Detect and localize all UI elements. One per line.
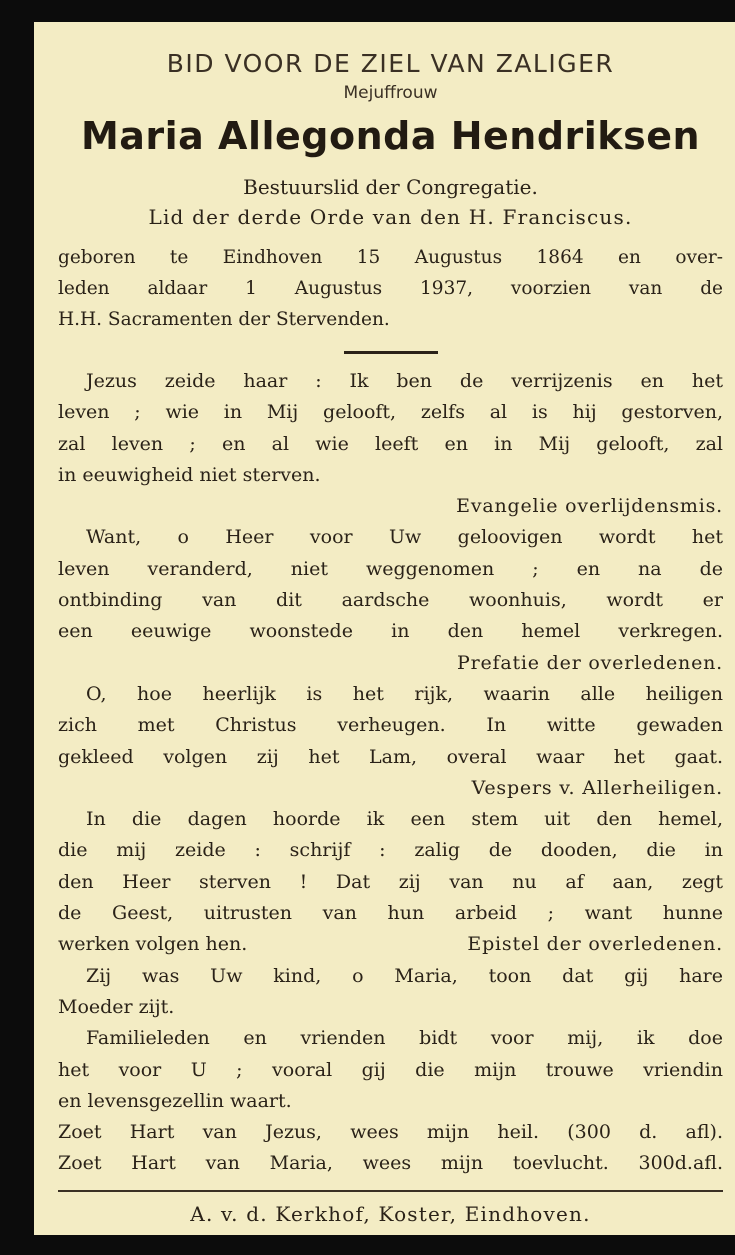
prayer-line: Zij was Uw kind, o Maria, toon dat gij hare [86, 964, 723, 987]
birth-line: geboren te Eindhoven 15 Augustus 1864 en over- [58, 247, 723, 268]
passage-line: de Geest, uitrusten van hun arbeid ; want hunne [58, 902, 723, 925]
role-third-order: Lid der derde Orde van den H. Franciscus. [148, 205, 633, 229]
passage-line: In die dagen hoorde ik een stem uit den hemel, [86, 808, 723, 831]
prayer-line: en levensgezellin waart. [58, 1089, 292, 1112]
passage-epistle [58, 804, 723, 960]
passage-line: leven veranderd, niet weggenomen ; en na de [58, 557, 723, 580]
prayer-maria [58, 961, 723, 1024]
birth-line: H.H. Sacramenten der Stervenden. [58, 309, 390, 330]
passage-gospel [58, 366, 723, 522]
passage-preface [58, 522, 723, 678]
passage-line: leven ; wie in Mij gelooft, zelfs al is hij gestorven, [58, 401, 723, 424]
passage-line: O, hoe heerlijk is het rijk, waarin alle heiligen [86, 682, 723, 705]
passage-line: zal leven ; en al wie leeft en in Mij gelooft, zal [58, 432, 723, 455]
passage-source: Evangelie overlijdensmis. [456, 495, 723, 518]
passage-line: ontbinding van dit aardsche woonhuis, wordt er [58, 589, 723, 612]
passage-line: zich met Christus verheugen. In witte gewaden [58, 714, 723, 737]
ejaculation-jesus: Zoet Hart van Jezus, wees mijn heil. (300 d. afl). [58, 1121, 723, 1144]
passage-line: gekleed volgen zij het Lam, overal waar het gaat. [58, 745, 723, 768]
passage-line: die mij zeide : schrijf : zalig de dooden, die in [58, 839, 723, 862]
birth-line: leden aldaar 1 Augustus 1937, voorzien van de [58, 278, 723, 299]
memorial-card [34, 22, 735, 1235]
role-board-member: Bestuurslid der Congregatie. [243, 175, 538, 199]
honorific: Mejuffrouw [343, 83, 438, 103]
heading-prayer: BID VOOR DE ZIEL VAN ZALIGER [166, 49, 615, 78]
passage-line: Want, o Heer voor Uw geloovigen wordt het [86, 526, 723, 549]
divider [344, 351, 438, 354]
passage-line: in eeuwigheid niet sterven. [58, 463, 321, 486]
prayer-line: Familieleden en vrienden bidt voor mij, ik doe [86, 1027, 723, 1050]
passage-source: Prefatie der overledenen. [457, 651, 723, 674]
passage-source: Vespers v. Allerheiligen. [471, 776, 723, 799]
passage-line: werken volgen hen. [58, 933, 248, 956]
passage-line: een eeuwige woonstede in den hemel verkregen. [58, 620, 723, 643]
printer-credit: A. v. d. Kerkhof, Koster, Eindhoven. [190, 1201, 591, 1226]
passage-source: Epistel der overledenen. [467, 933, 723, 956]
passage-line: Jezus zeide haar : Ik ben de verrijzenis en het [86, 370, 723, 392]
prayer-family [58, 1023, 723, 1117]
passage-last-line [58, 929, 723, 960]
passage-line: den Heer sterven ! Dat zij van nu af aan, zegt [58, 870, 723, 893]
ejaculation-maria: Zoet Hart van Maria, wees mijn toevlucht. 300d.afl. [58, 1152, 723, 1175]
birth-death-text [58, 242, 723, 335]
passage-vespers [58, 679, 723, 804]
deceased-name: Maria Allegonda Hendriksen [80, 114, 701, 158]
prayer-line: het voor U ; vooral gij die mijn trouwe vriendin [58, 1058, 723, 1081]
prayer-line: Moeder zijt. [58, 995, 175, 1018]
